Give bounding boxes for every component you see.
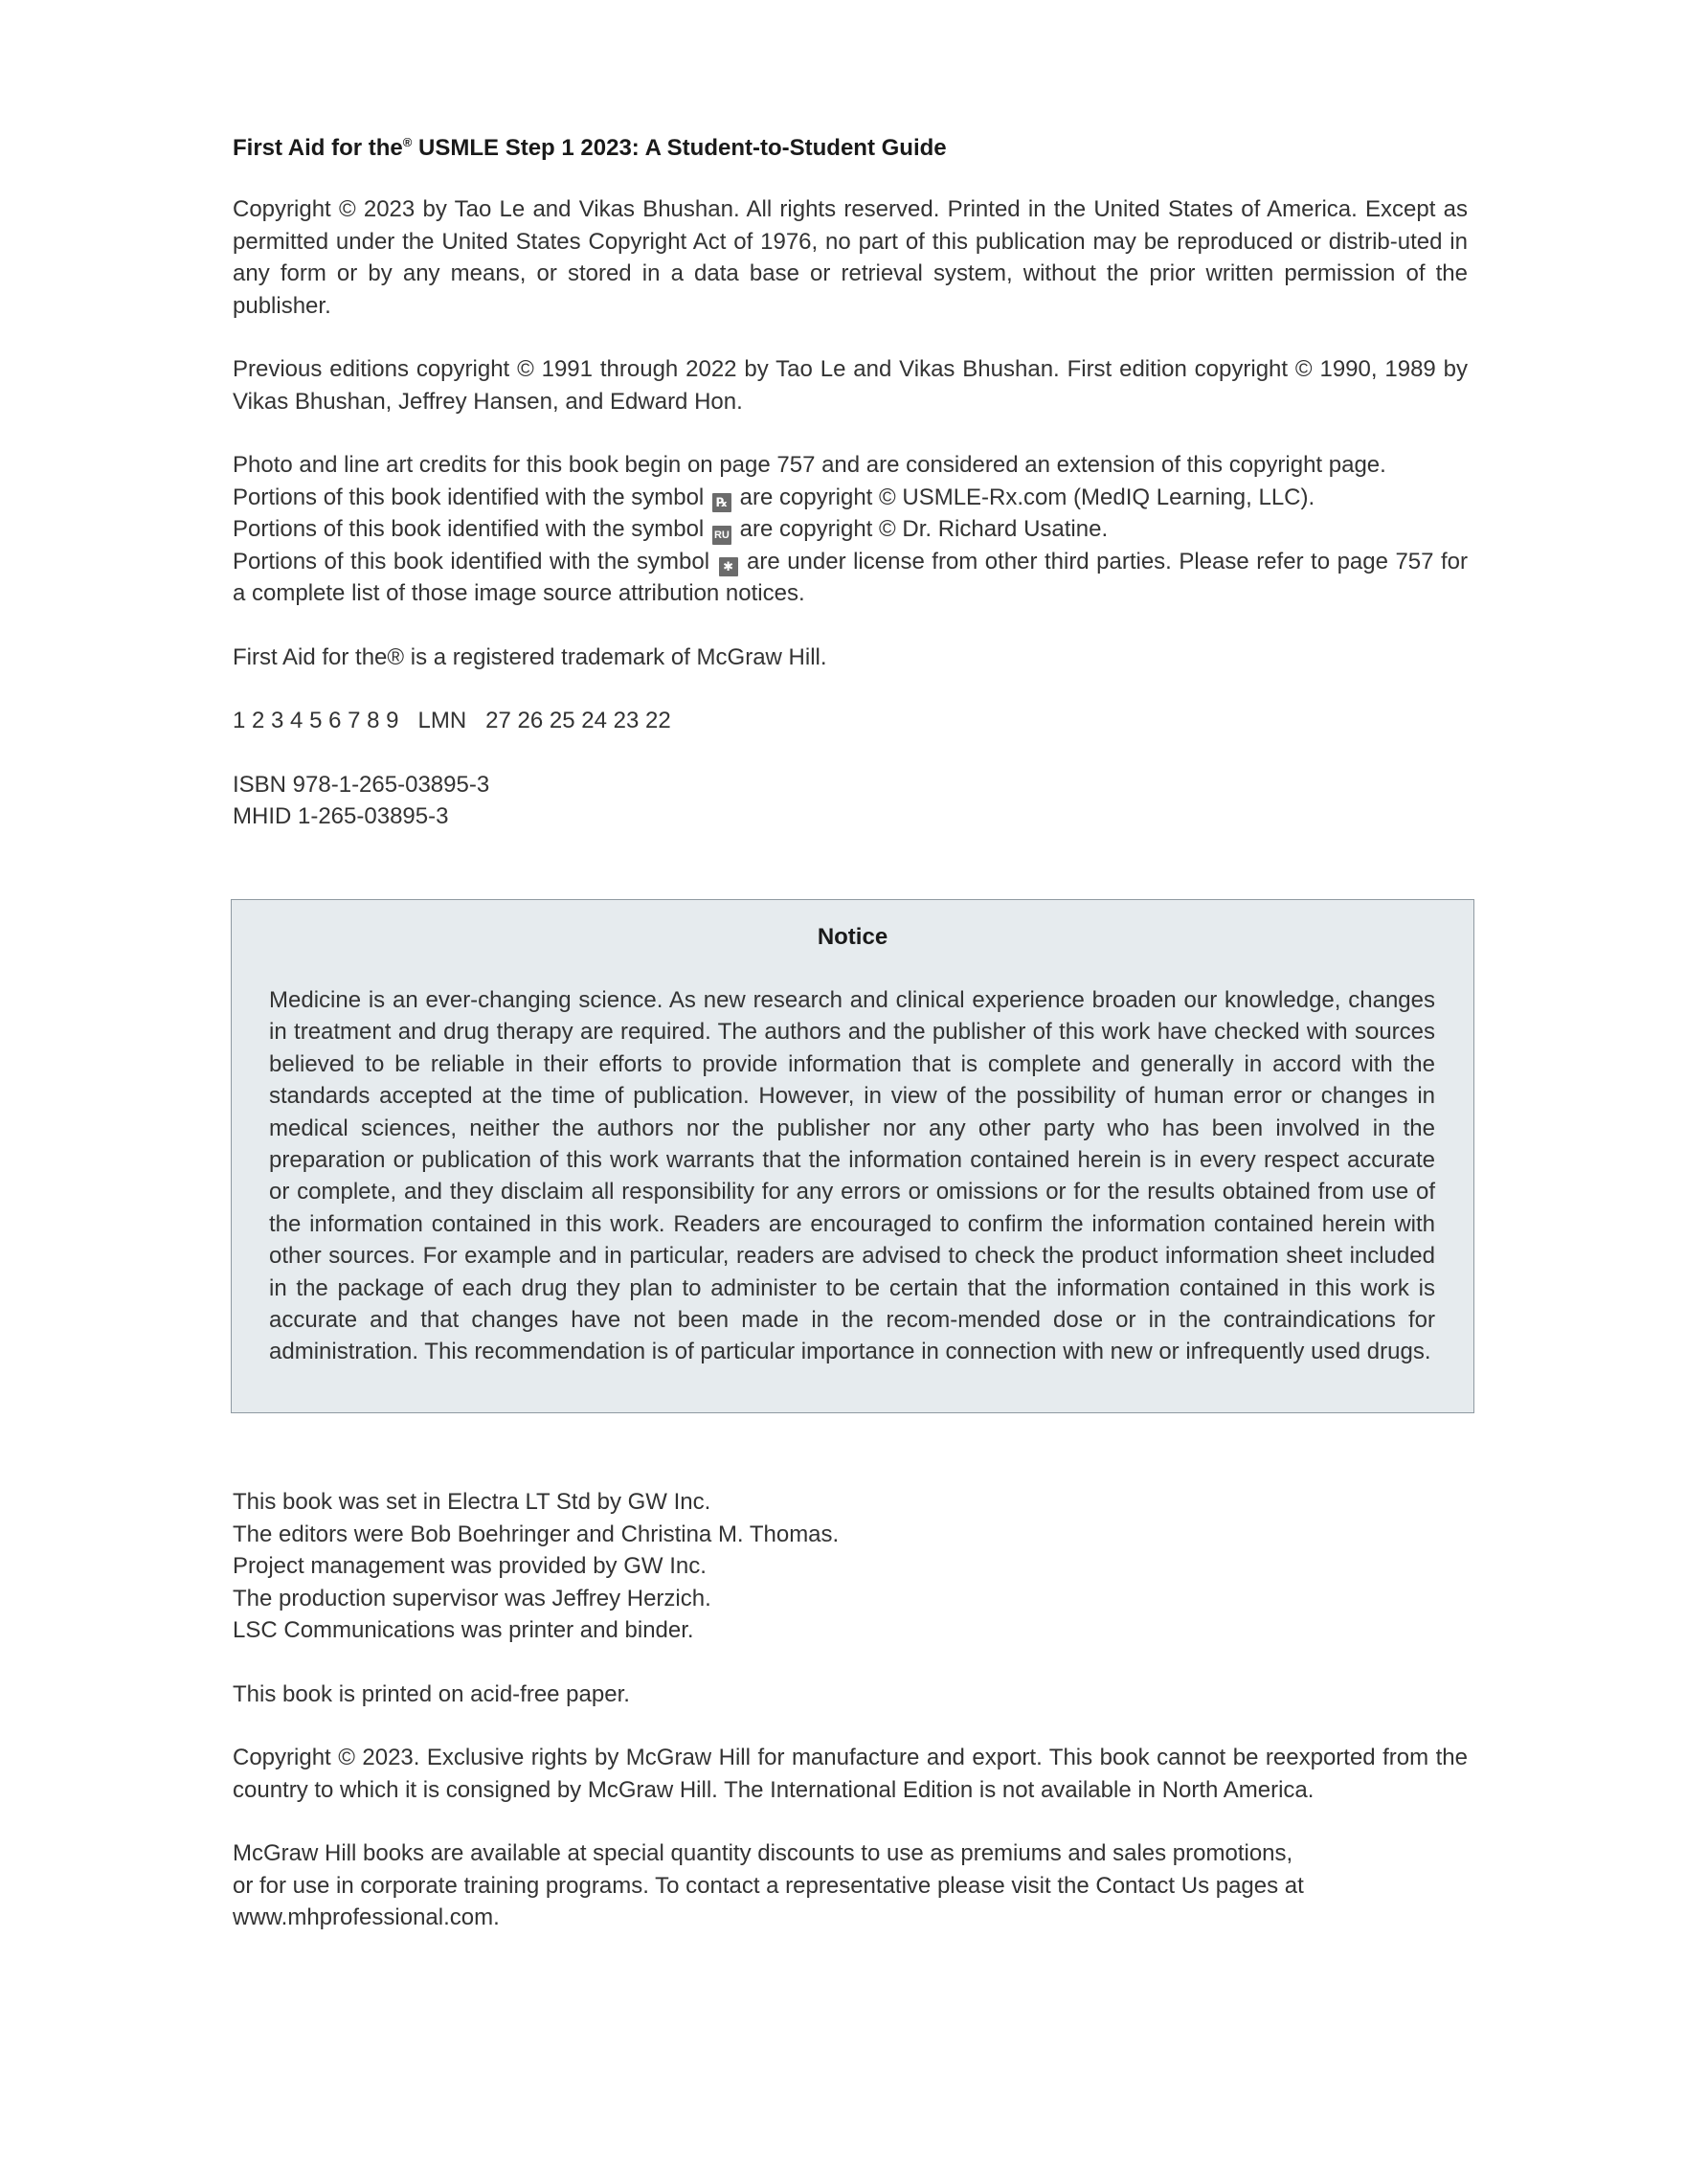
credits-line-1: Photo and line art credits for this book begin on page 757 and are considered an extension of this copyright page.	[233, 452, 1386, 478]
mcgraw-line: McGraw Hill books are available at special quantity discounts to use as premiums and sales promotions,	[233, 1840, 1293, 1866]
production-line: The production supervisor was Jeffrey Herzich.	[233, 1585, 711, 1611]
credits-line-3	[233, 513, 1468, 546]
acid-free-line: This book is printed on acid-free paper.	[233, 1680, 630, 1707]
production-line: The editors were Bob Boehringer and Christina M. Thomas.	[233, 1521, 840, 1547]
credits-line-2-post: are copyright © USMLE-Rx.com (MedIQ Learning, LLC).	[732, 484, 1315, 510]
copyright-page-top	[233, 132, 1468, 865]
copyright-paragraph: Copyright © 2023 by Tao Le and Vikas Bhushan. All rights reserved. Printed in the United States of America. Except as permitted under the United States Copyright Act of 1976, no part of this publication may be reproduced or distrib-uted in any form or by any means, or stored in a data base or retrieval system, without the prior written permission of the publisher.	[233, 196, 1468, 319]
ru-symbol-icon: RU	[712, 526, 731, 545]
production-line: Project management was provided by GW Inc.	[233, 1553, 707, 1579]
mhid-line: MHID 1-265-03895-3	[233, 803, 449, 829]
production-line: This book was set in Electra LT Std by GW Inc.	[233, 1489, 711, 1515]
trademark-line: First Aid for the® is a registered trademark of McGraw Hill.	[233, 643, 827, 670]
production-credits	[233, 1486, 1468, 1647]
production-line: LSC Communications was printer and binder.	[233, 1617, 694, 1643]
credits-line-2	[233, 482, 1468, 514]
isbn-block	[233, 769, 1468, 833]
book-title	[233, 132, 1468, 165]
rx-symbol-icon: ℞	[712, 493, 731, 512]
third-party-symbol-icon: ✱	[719, 557, 738, 576]
export-paragraph: Copyright © 2023. Exclusive rights by McGraw Hill for manufacture and export. This book cannot be reexported from the country to which it is consigned by McGraw Hill. The International Edition is not available in North America.	[233, 1745, 1468, 1803]
credits-line-4	[233, 546, 1468, 610]
previous-editions-paragraph: Previous editions copyright © 1991 through 2022 by Tao Le and Vikas Bhushan. First edition copyright © 1990, 1989 by Vikas Bhushan, Jeffrey Hansen, and Edward Hon.	[233, 356, 1468, 415]
print-number-line: 1 2 3 4 5 6 7 8 9 LMN 27 26 25 24 23 22	[233, 708, 671, 733]
notice-box	[231, 899, 1474, 1413]
credits-line-4-pre: Portions of this book identified with the symbol	[233, 548, 717, 575]
notice-title: Notice	[817, 924, 888, 950]
mcgraw-hill-paragraph	[233, 1837, 1468, 1934]
title-prefix: First Aid for the	[233, 135, 403, 161]
mcgraw-line: www.mhprofessional.com.	[233, 1904, 500, 1930]
credits-paragraph	[233, 449, 1468, 610]
isbn-line: ISBN 978-1-265-03895-3	[233, 771, 490, 798]
registered-mark: ®	[402, 135, 413, 149]
credits-line-4-post: are under license from other third parties. Please refer to page 757 for a complete list of those image source attribution notices.	[233, 548, 1468, 606]
title-suffix: USMLE Step 1 2023: A Student-to-Student Guide	[412, 135, 947, 161]
notice-body: Medicine is an ever-changing science. As new research and clinical experience broaden our knowledge, changes in treatment and drug therapy are required. The authors and the publisher of this work have checked with sources believed to be reliable in their efforts to provide information that is complete and generally in accord with the standards accepted at the time of publication. However, in view of the possibility of human error or changes in medical sciences, neither the authors nor the publisher nor any other party who has been involved in the preparation or publication of this work warrants that the information contained herein is in every respect accurate or complete, and they disclaim all responsibility for any errors or omissions or for the results obtained from use of the information contained in this work. Readers are encouraged to confirm the information contained herein with other sources. For example and in particular, readers are advised to check the product information sheet included in the package of each drug they plan to administer to be certain that the information contained in this work is accurate and that changes have not been made in the recom-mended dose or in the contraindications for administration. This recommendation is of particular importance in connection with new or infrequently used drugs.	[269, 987, 1435, 1365]
mcgraw-line: or for use in corporate training programs. To contact a representative please visit the Contact Us pages at	[233, 1872, 1304, 1899]
credits-line-2-pre: Portions of this book identified with the symbol	[233, 484, 710, 510]
copyright-page-bottom	[233, 1486, 1468, 1966]
credits-line-3-pre: Portions of this book identified with the symbol	[233, 516, 710, 542]
credits-line-3-post: are copyright © Dr. Richard Usatine.	[732, 516, 1109, 542]
